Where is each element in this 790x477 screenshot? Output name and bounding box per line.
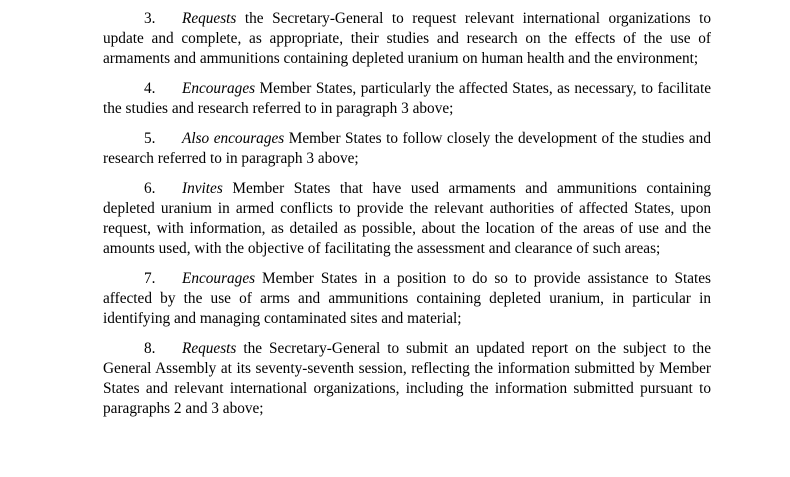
operative-verb: Encourages [182,270,256,287]
operative-verb: Requests [182,10,237,27]
document-body [103,9,711,429]
paragraph-text: Member States that have used armaments and ammunitions containing depleted uranium in armed conflicts to provide the relevant authorities of affected States, upon request, with information, as detailed as possible, about the location of the areas of use and the amounts used, with the objective of facilitating the assessment and clearance of such areas; [103,180,711,257]
paragraph-text: Member States in a position to do so to provide assistance to States affected by the use of arms and ammunitions containing depleted uranium, in particular in identifying and managing contaminated sites and material; [103,270,711,327]
paragraph-text: the Secretary-General to request relevant international organizations to update and complete, as appropriate, their studies and research on the effects of the use of armaments and ammunitions containing depleted uranium on human health and the environment; [103,10,711,67]
operative-verb: Requests [182,340,237,357]
operative-verb: Invites [182,180,223,197]
paragraph-5 [103,129,711,169]
paragraph-number: 6. [144,180,156,197]
paragraph-4 [103,79,711,119]
paragraph-text: Member States, particularly the affected States, as necessary, to facilitate the studies and research referred to in paragraph 3 above; [103,80,711,117]
operative-verb: Also encourages [182,130,285,147]
paragraph-text: Member States to follow closely the development of the studies and research referred to in paragraph 3 above; [103,130,711,167]
operative-verb: Encourages [182,80,256,97]
paragraph-7 [103,269,711,329]
paragraph-6 [103,179,711,259]
paragraph-number: 5. [144,130,156,147]
paragraph-number: 3. [144,10,156,27]
paragraph-text: the Secretary-General to submit an updated report on the subject to the General Assembly at its seventy-seventh session, reflecting the information submitted by Member States and relevant international organizations, including the information submitted pursuant to paragraphs 2 and 3 above; [103,340,711,417]
paragraph-number: 4. [144,80,156,97]
paragraph-number: 8. [144,340,156,357]
paragraph-8 [103,339,711,419]
paragraph-3 [103,9,711,69]
paragraph-number: 7. [144,270,156,287]
